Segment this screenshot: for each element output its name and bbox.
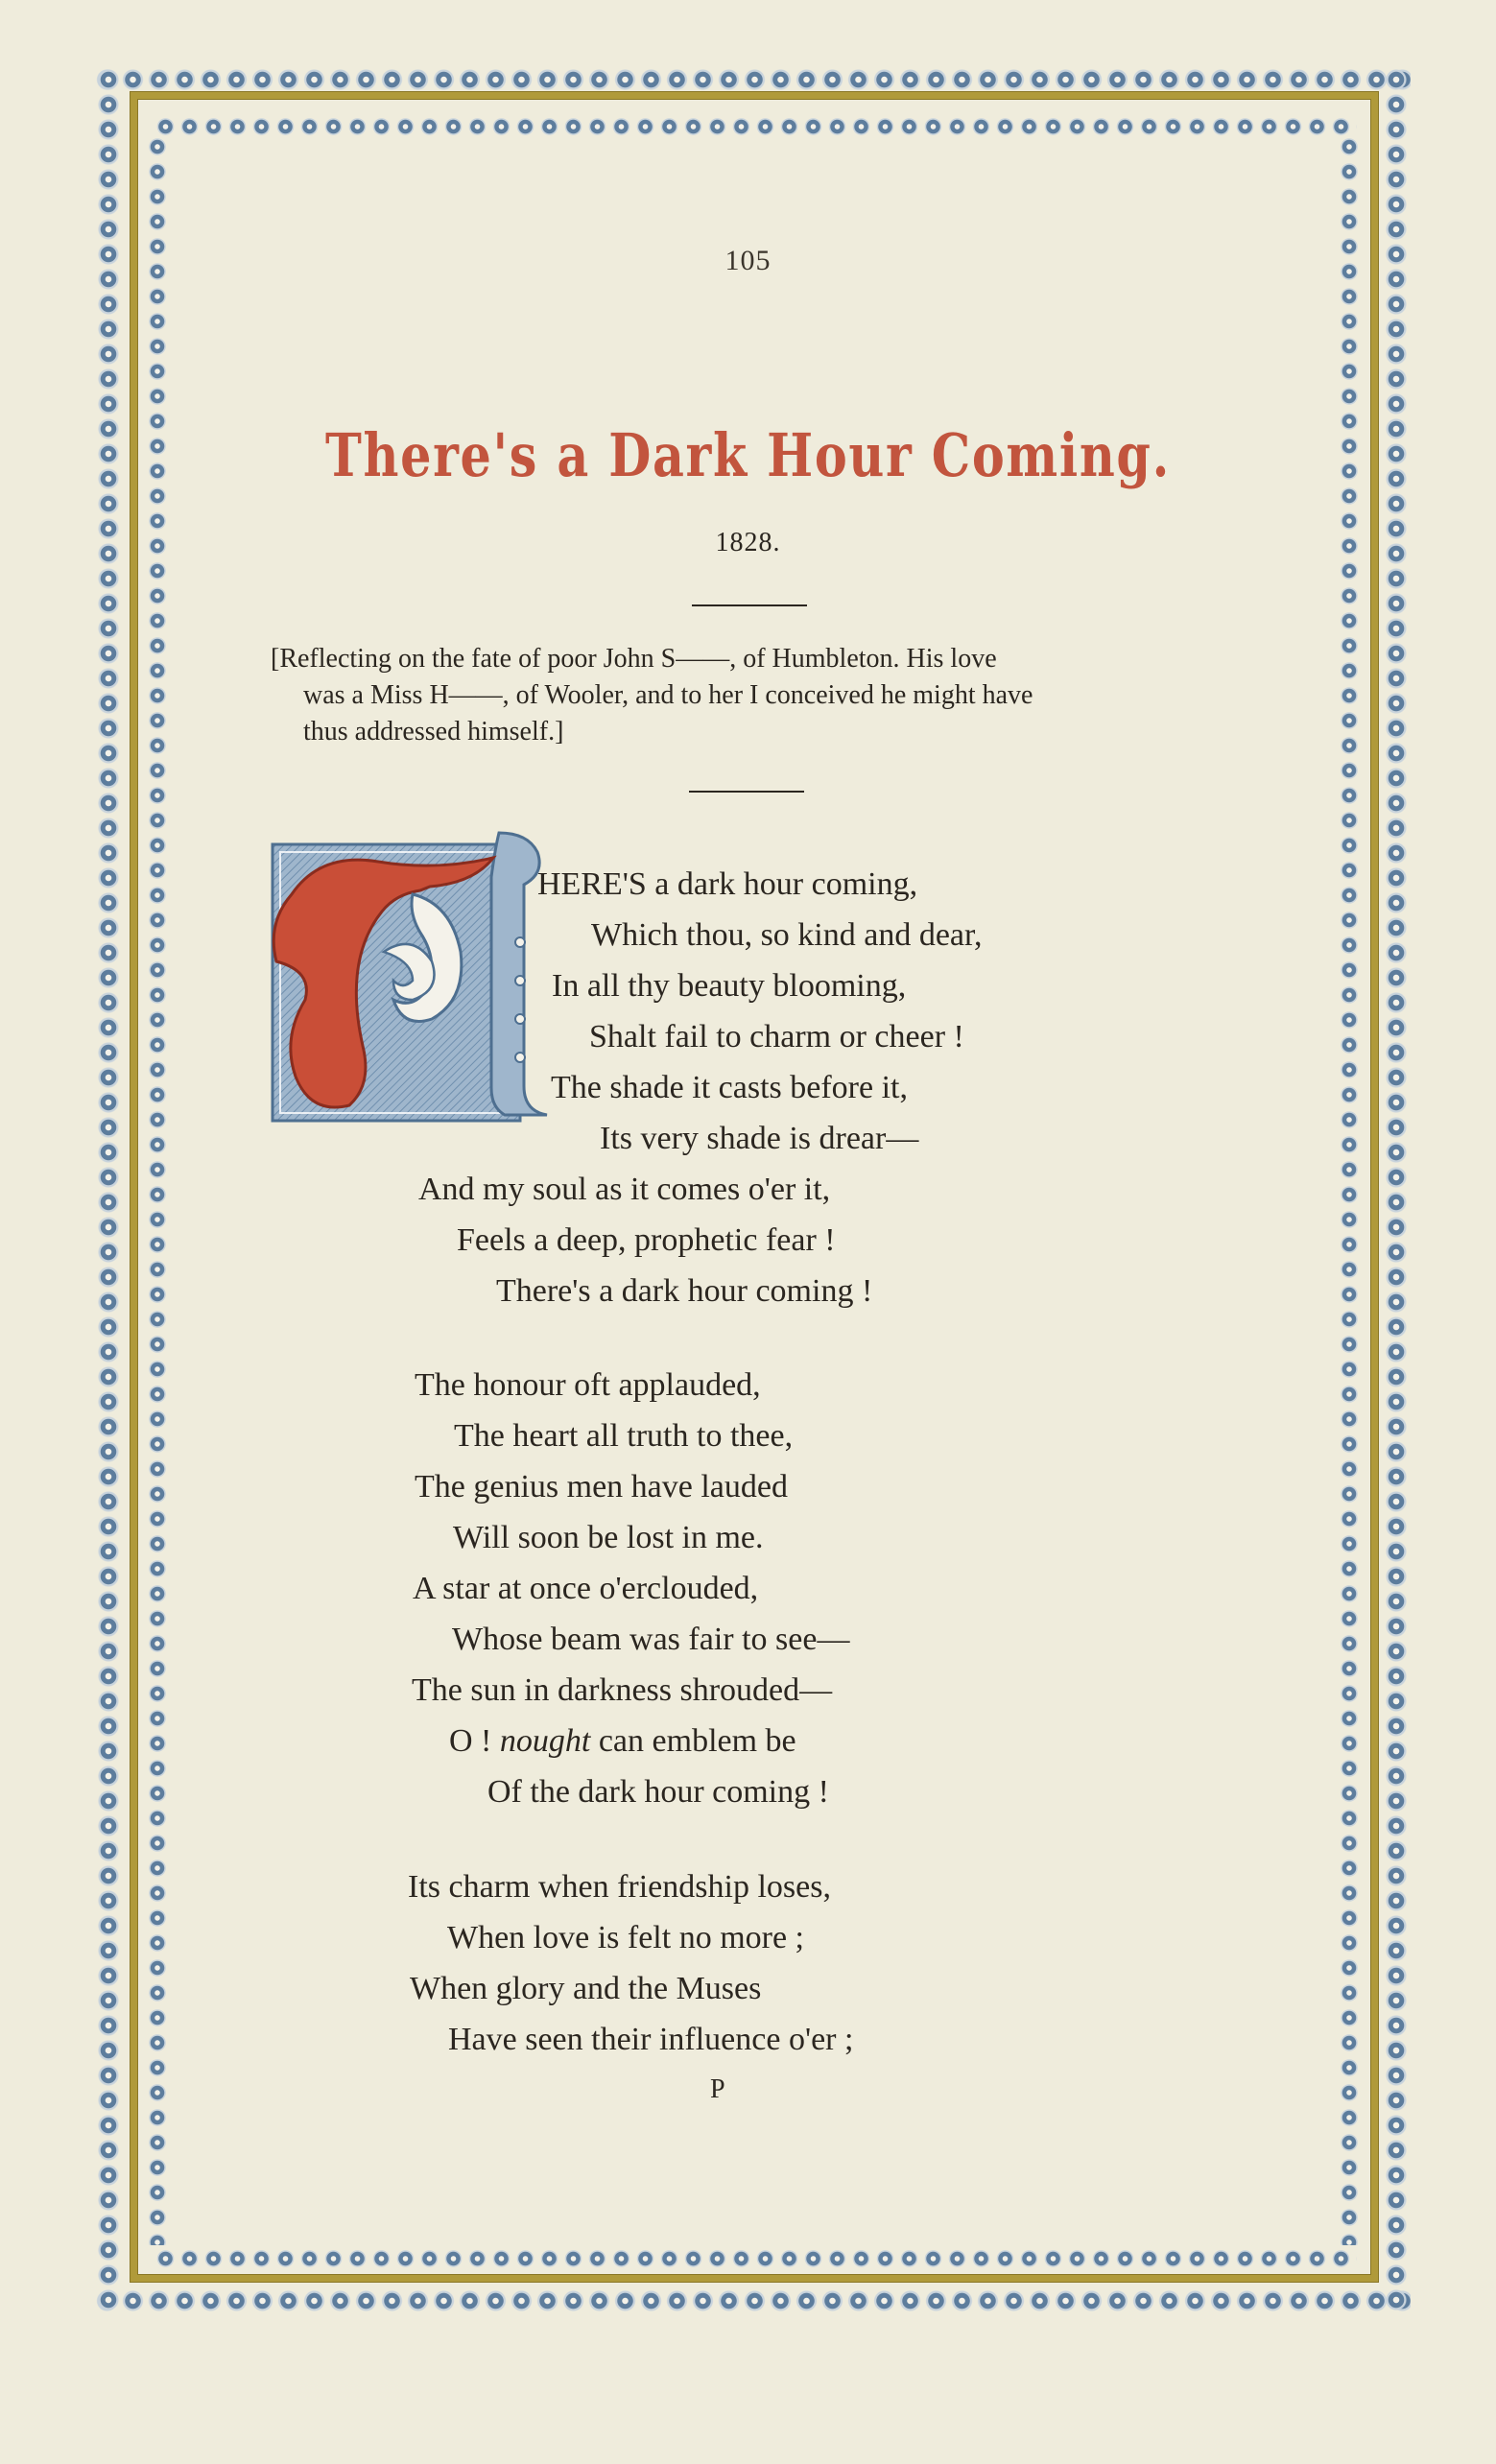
verse-line: The shade it casts before it,	[551, 1070, 908, 1105]
verse-line: The sun in darkness shrouded—	[412, 1672, 833, 1708]
outer-ornament-border-top	[94, 65, 1411, 94]
signature-mark: P	[710, 2074, 725, 2104]
verse-line: A star at once o'erclouded,	[413, 1571, 759, 1606]
verse-line: When love is felt no more ;	[447, 1920, 805, 1955]
verse-italic-word: nought	[499, 1723, 591, 1759]
verse-line: The honour oft applauded,	[415, 1367, 761, 1403]
verse-line: Shalt fail to charm or cheer !	[589, 1019, 964, 1054]
verse-line-rest: can emblem be	[590, 1723, 796, 1759]
verse-line: Of the dark hour coming !	[487, 1774, 829, 1810]
outer-ornament-border-left	[94, 67, 123, 2312]
poem-year: 1828.	[715, 528, 781, 557]
verse-line: Will soon be lost in me.	[453, 1520, 764, 1555]
verse-line: HERE'S a dark hour coming,	[537, 866, 918, 902]
verse-line: The genius men have lauded	[415, 1469, 788, 1504]
inner-ornament-border-bottom	[154, 2247, 1357, 2270]
verse-line: Have seen their influence o'er ;	[448, 2022, 854, 2057]
headnote-line: was a Miss H——, of Wooler, and to her I conceived he might have	[303, 680, 1033, 710]
verse-line: Whose beam was fair to see—	[452, 1622, 850, 1657]
verse-line: Which thou, so kind and dear,	[591, 917, 983, 953]
outer-ornament-border-right	[1382, 67, 1411, 2312]
outer-ornament-border-bottom	[94, 2286, 1411, 2315]
verse-line: There's a dark hour coming !	[496, 1273, 873, 1309]
illuminated-dropcap	[269, 827, 549, 1125]
headnote-line: [Reflecting on the fate of poor John S——, of Humbleton. His love	[271, 644, 997, 674]
verse-line: The heart all truth to thee,	[454, 1418, 794, 1454]
divider-rule-bottom	[689, 791, 804, 793]
poem-title: There's a Dark Hour Coming.	[325, 420, 1171, 490]
verse-line: In all thy beauty blooming,	[552, 968, 907, 1004]
verse-line: When glory and the Muses	[410, 1971, 762, 2006]
verse-line: And my soul as it comes o'er it,	[418, 1172, 831, 1207]
verse-line: Its charm when friendship loses,	[408, 1869, 831, 1905]
headnote	[271, 641, 1240, 750]
verse-line: Its very shade is drear—	[600, 1121, 919, 1156]
page-number: 105	[724, 245, 772, 276]
verse-line-lead: O !	[449, 1723, 500, 1759]
headnote-line: thus addressed himself.]	[303, 717, 564, 746]
divider-rule-top	[692, 604, 807, 606]
verse-line	[449, 1723, 796, 1760]
verse-line: Feels a deep, prophetic fear !	[457, 1222, 836, 1258]
inner-ornament-border-top	[154, 115, 1357, 138]
